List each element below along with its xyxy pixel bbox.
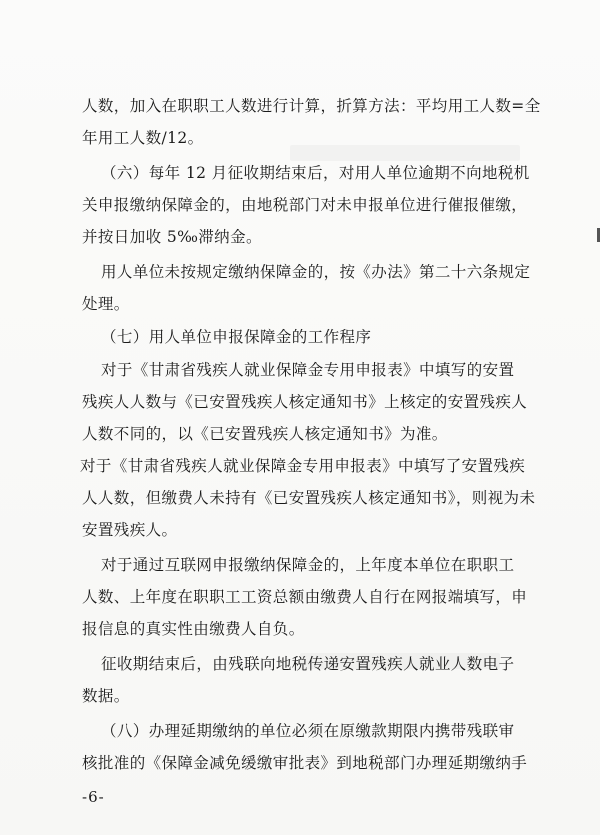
text-line: 数据。: [82, 687, 130, 705]
text-line: 关申报缴纳保障金的，由地税部门对未申报单位进行催报催缴，: [82, 196, 528, 214]
text-line: 人数不同的，以《已安置残疾人核定通知书》为准。: [82, 425, 448, 443]
text-line: 残疾人人数与《已安置残疾人核定通知书》上核定的安置残疾人: [82, 393, 528, 411]
text-line: 并按日加收 5‰滞纳金。: [82, 228, 262, 246]
text-line: 年用工人数/12。: [82, 129, 204, 147]
text-line: 人数，加入在职职工人数进行计算，折算方法：平均用工人数=全: [82, 97, 541, 115]
text-line: 人人数，但缴费人未持有《已安置残疾人核定通知书》，则视为未: [82, 489, 536, 507]
text-line: 核批准的《保障金减免缓缴审批表》到地税部门办理延期缴纳手: [82, 754, 528, 772]
section-heading: （七）用人单位申报保障金的工作程序: [101, 328, 372, 346]
text-line: 安置残疾人。: [82, 521, 178, 539]
text-line: （八）办理延期缴纳的单位必须在原缴款期限内携带残联审: [101, 722, 515, 740]
text-line: 处理。: [82, 295, 130, 313]
text-line: 征收期结束后，由残联向地税传递安置残疾人就业人数电子: [101, 655, 515, 673]
text-line: 报信息的真实性由缴费人自负。: [82, 620, 305, 638]
text-line: 对于《甘肃省残疾人就业保障金专用申报表》中填写的安置: [101, 361, 515, 379]
text-line: 对于《甘肃省残疾人就业保障金专用申报表》中填写了安置残疾: [80, 457, 526, 475]
text-line: 人数、上年度在职职工工资总额由缴费人自行在网报端填写，申: [82, 588, 528, 606]
text-line: （六）每年 12 月征收期结束后，对用人单位逾期不向地税机: [101, 164, 530, 182]
text-line: 对于通过互联网申报缴纳保障金的，上年度本单位在职职工: [101, 556, 515, 574]
page-number: -6-: [82, 788, 105, 806]
text-line: 用人单位未按规定缴纳保障金的，按《办法》第二十六条规定: [101, 263, 531, 281]
